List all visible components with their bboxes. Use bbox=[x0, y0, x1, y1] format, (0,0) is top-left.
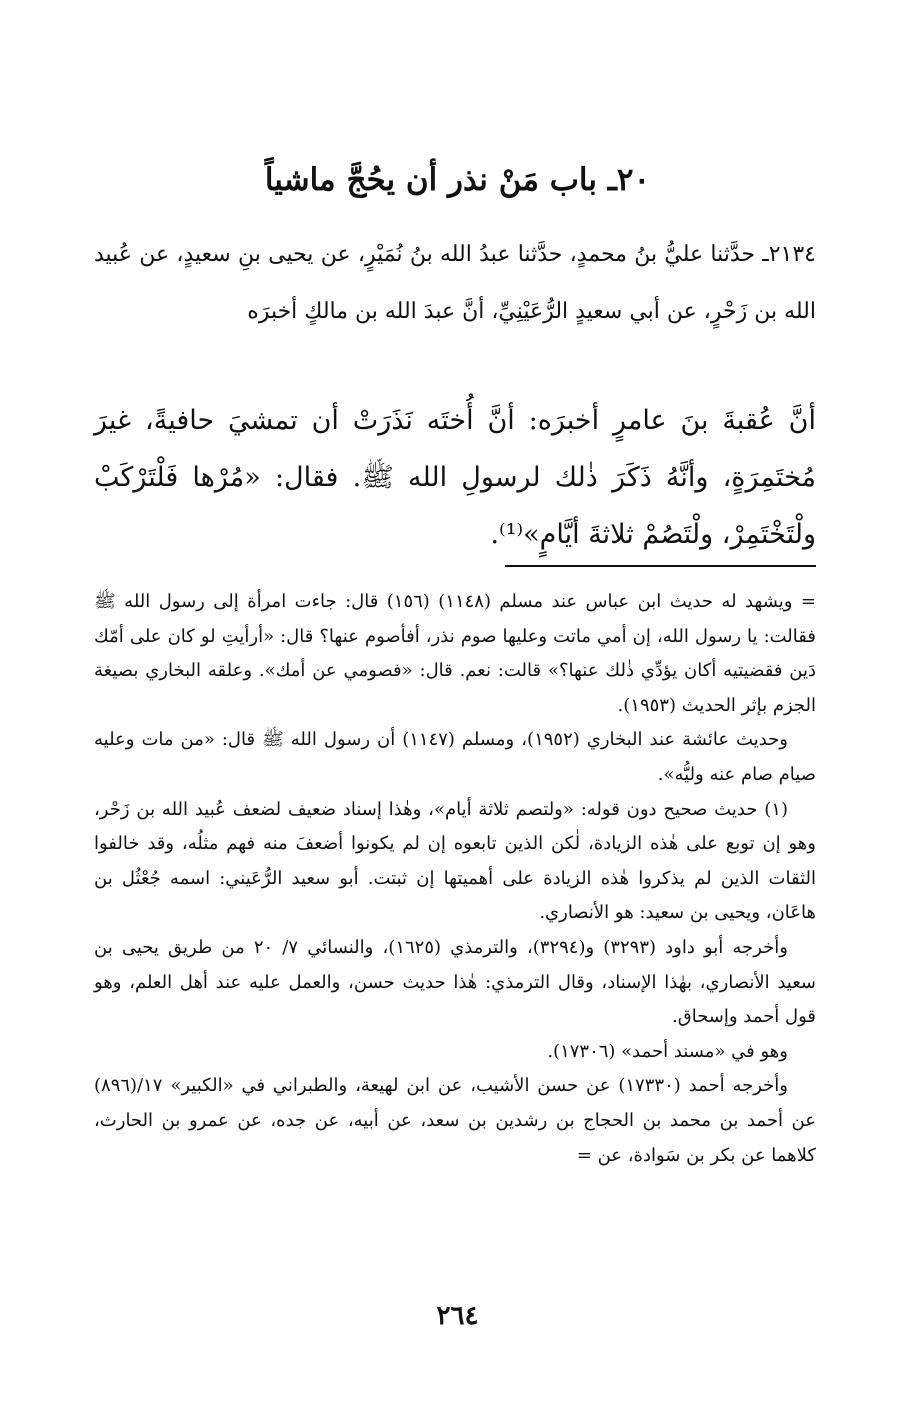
footnote-paragraph: وأخرجه أبو داود (٣٢٩٣) و(٣٢٩٤)، والترمذي (١٦٢٥)، والنسائي ٧/ ٢٠ من طريق يحيى بن سعيد الأنصاري، بهٰذا الإسناد، وقال الترمذي: هٰذا حديث حسن، والعمل عليه عند أهل العلم، وهو قول أحمد وإسحاق. bbox=[94, 936, 816, 1028]
page-number: ٢٦٤ bbox=[436, 1301, 479, 1331]
hadith-isnad: ٢١٣٤ـ حدَّثنا عليُّ بنُ محمدٍ، حدَّثنا عبدُ الله بنُ نُمَيْرٍ، عن يحيى بنِ سعيدٍ، عن عُبيد الله بن زَحْرٍ، عن أبي سعيدٍ الرُّعَيْنِيِّ، أنَّ عبدَ الله بن مالكٍ أخبرَه bbox=[94, 242, 816, 324]
footnote-separator bbox=[505, 565, 816, 567]
footnote-paragraph: وهو في «مسند أحمد» (١٧٣٠٦). bbox=[547, 1040, 788, 1062]
footnote-1: (١) حديث صحيح دون قوله: «ولتصم ثلاثة أيام»، وهٰذا إسناد ضعيف لضعف عُبيد الله بن زَحْر، وهو إن توبع على هٰذه الزيادة، لٰكن الذين تابعوه إن لم يكونوا أضعفَ منه فهم مثلُه، وقد خالفوا الثقات الذين لم يذكروا هٰذه الزيادة على أهميتها إن ثبتت. أبو سعيد الرُّعَيني: اسمه جُعْثُل بن هاعَان، ويحيى بن سعيد: هو الأنصاري. bbox=[94, 798, 816, 924]
footnotes-section bbox=[94, 585, 816, 1173]
chapter-title: ٢٠ـ باب مَنْ نذر أن يحُجَّ ماشياً bbox=[264, 162, 651, 198]
footnote-paragraph: وحديث عائشة عند البخاري (١٩٥٢)، ومسلم (١١٤٧) أن رسول الله ﷺ قال: «من مات وعليه صيام صام عنه وليُّه». bbox=[94, 729, 816, 785]
hadith-matn: أنَّ عُقبةَ بنَ عامرٍ أخبرَه: أنَّ أُختَه نَذَرَتْ أن تمشيَ حافيةً، غيرَ مُختَمِرَةٍ، وأنَّهُ ذَكَرَ ذٰلك لرسولِ الله ﷺ. فقال: «مُرْها فَلْتَرْكَبْ ولْتَخْتَمِرْ، ولْتَصُمْ ثلاثةَ أيَّامٍ»⁽¹⁾. bbox=[94, 405, 817, 550]
footnote-paragraph: وأخرجه أحمد (١٧٣٣٠) عن حسن الأشيب، عن ابن لهيعة، والطبراني في «الكبير» ١٧/(٨٩٦) عن أحمد بن محمد بن الحجاج بن رشدين بن سعد، عن أبيه، عن جده، عن عمرو بن الحارث، كلاهما عن بكر بن سَوادة، عن = bbox=[94, 1075, 816, 1166]
footnote-continuation: = ويشهد له حديث ابن عباس عند مسلم (١١٤٨) (١٥٦) قال: جاءت امرأة إلى رسول الله ﷺ فقالت: يا رسول الله، إن أمي ماتت وعليها صوم نذر، أفأصوم عنها؟ قال: «أرأيتِ لو كان على أمّك دَين فقضيتيه أكان يؤدِّي ذٰلك عنها؟» قالت: نعم. قال: «فصومي عن أمك». وعلقه البخاري بصيغة الجزم بإثر الحديث (١٩٥٣). bbox=[94, 591, 816, 716]
